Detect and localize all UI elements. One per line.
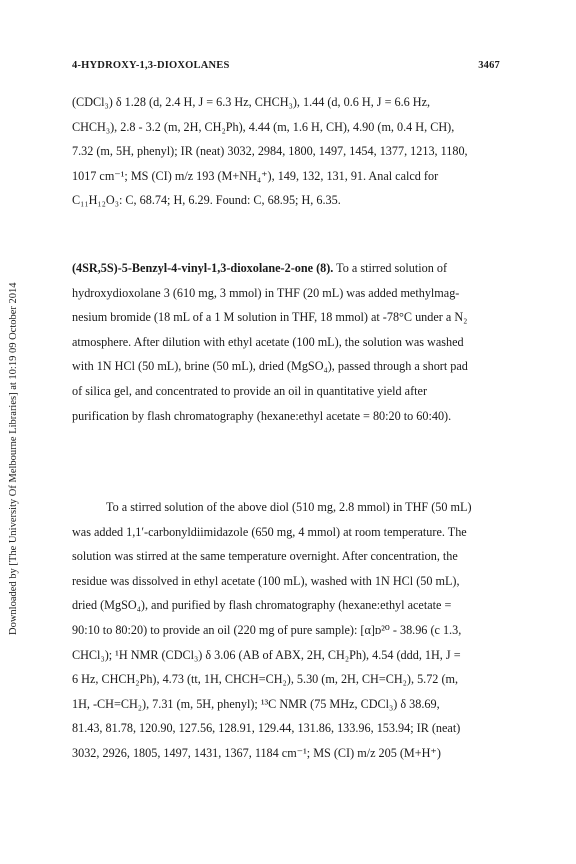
text-line: C₁₁H₁₂O₃: C, 68.74; H, 6.29. Found: C, 68.95; H, 6.35. [72, 193, 341, 208]
text-line: dried (MgSO₄), and purified by flash chromatography (hexane:ethyl acetate = [72, 598, 452, 613]
text-line: CHCH₃), 2.8 - 3.2 (m, 2H, CH₂Ph), 4.44 (m, 1.6 H, CH), 4.90 (m, 0.4 H, CH), [72, 119, 455, 134]
text-line: purification by flash chromatography (hexane:ethyl acetate = 80:20 to 60:40). [72, 408, 452, 423]
text-line: CHCl₃); ¹H NMR (CDCl₃) δ 3.06 (AB of ABX, 2H, CH₂Ph), 4.54 (ddd, 1H, J = [72, 647, 461, 662]
text-line: 90:10 to 80:20) to provide an oil (220 mg of pure sample): [α]ᴅ²⁰ - 38.96 (c 1.3, [72, 622, 462, 637]
text-line: 6 Hz, CHCH₂Ph), 4.73 (tt, 1H, CHCH=CH₂), 5.30 (m, 2H, CH=CH₂), 5.72 (m, [72, 672, 459, 687]
text-line: (CDCl₃) δ 1.28 (d, 2.4 H, J = 6.3 Hz, CHCH₃), 1.44 (d, 0.6 H, J = 6.6 Hz, [72, 95, 431, 109]
cyclization-paragraph [72, 495, 512, 766]
text-line: 1017 cm⁻¹; MS (CI) m/z 193 (M+NH₄⁺), 149, 132, 131, 91. Anal calcd for [72, 168, 439, 183]
procedure-paragraph [72, 256, 512, 428]
text-line: atmosphere. After dilution with ethyl acetate (100 mL), the solution was washed [72, 334, 464, 349]
text-line: hydroxydioxolane 3 (610 mg, 3 mmol) in THF (20 mL) was added methylmag- [72, 285, 460, 300]
text-line: To a stirred solution of the above diol (510 mg, 2.8 mmol) in THF (50 mL) [106, 500, 472, 514]
text-line: 1H, -CH=CH₂), 7.31 (m, 5H, phenyl); ¹³C NMR (75 MHz, CDCl₃) δ 38.69, [72, 696, 440, 711]
compound-heading: (4SR,5S)-5-Benzyl-4-vinyl-1,3-dioxolane-2-one (8). [72, 261, 334, 275]
text-line: nesium bromide (18 mL of a 1 M solution in THF, 18 mmol) at -78°C under a N₂ [72, 310, 468, 325]
text-line: was added 1,1′-carbonyldiimidazole (650 mg, 4 mmol) at room temperature. The [72, 524, 467, 539]
download-watermark: Downloaded by [The University Of Melbourne Libraries] at 10:19 09 October 2014 [8, 282, 19, 635]
page-number: 3467 [478, 60, 500, 71]
text-line: residue was dissolved in ethyl acetate (100 mL), washed with 1N HCl (50 mL), [72, 573, 460, 588]
text-line: of silica gel, and concentrated to provide an oil in quantitative yield after [72, 383, 428, 398]
text-run: To a stirred solution of [333, 261, 448, 275]
text-line: 3032, 2926, 1805, 1497, 1431, 1367, 1184 cm⁻¹; MS (CI) m/z 205 (M+H⁺) [72, 745, 441, 760]
text-line: solution was stirred at the same temperature overnight. After concentration, the [72, 549, 458, 564]
text-line [72, 256, 512, 281]
text-line: 81.43, 81.78, 120.90, 127.56, 128.91, 129.44, 131.86, 133.96, 153.94; IR (neat) [72, 721, 461, 736]
text-line: with 1N HCl (50 mL), brine (50 mL), dried (MgSO₄), passed through a short pad [72, 359, 468, 374]
running-title: 4-HYDROXY-1,3-DIOXOLANES [72, 60, 230, 71]
text-line: 7.32 (m, 5H, phenyl); IR (neat) 3032, 2984, 1800, 1497, 1454, 1377, 1213, 1180, [72, 144, 468, 159]
characterization-paragraph [72, 90, 512, 213]
